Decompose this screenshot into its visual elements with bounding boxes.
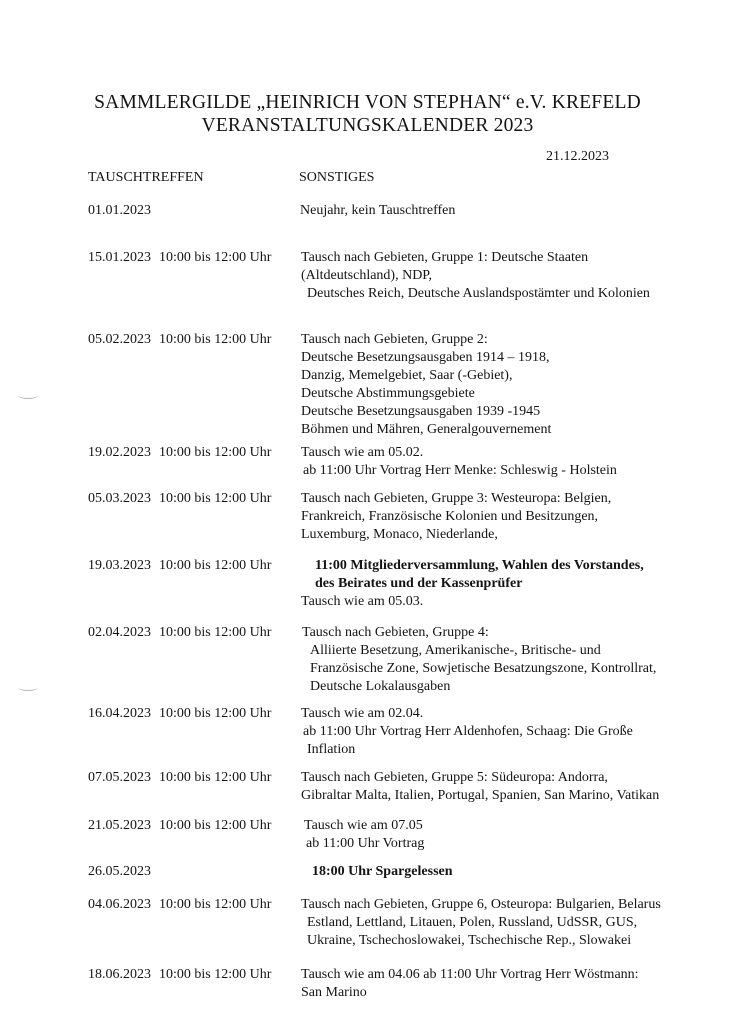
description-line: Ukraine, Tschechoslowakei, Tschechische Rep., Slowakei	[307, 933, 632, 948]
event-description	[301, 490, 611, 544]
description-line: des Beirates und der Kassenprüfer	[315, 576, 523, 591]
event-time: 10:00 bis 12:00 Uhr	[159, 445, 272, 460]
description-line: Tausch nach Gebieten, Gruppe 6, Osteuropa: Bulgarien, Belarus	[301, 897, 661, 912]
description-line: Deutsches Reich, Deutsche Auslandspostämter und Kolonien	[307, 286, 650, 301]
event-description	[301, 769, 659, 805]
description-line: Tausch nach Gebieten, Gruppe 1: Deutsche Staaten	[301, 250, 589, 265]
punch-hole-mark	[18, 392, 38, 399]
description-line: Tausch nach Gebieten, Gruppe 4:	[302, 625, 489, 640]
event-date: 05.02.2023	[88, 332, 151, 347]
description-line: Tausch nach Gebieten, Gruppe 2:	[301, 332, 488, 347]
description-line: Luxemburg, Monaco, Niederlande,	[301, 527, 498, 542]
description-line: Französische Zone, Sowjetische Besatzungszone, Kontrollrat,	[310, 661, 657, 676]
event-description	[301, 557, 644, 611]
description-line: Estland, Lettland, Litauen, Polen, Russland, UdSSR, GUS,	[307, 915, 638, 930]
event-date: 04.06.2023	[88, 897, 151, 912]
description-line: ab 11:00 Uhr Vortrag	[306, 836, 425, 851]
description-line: Tausch wie am 02.04.	[301, 706, 424, 721]
event-date: 16.04.2023	[88, 706, 151, 721]
description-line: Tausch nach Gebieten, Gruppe 3: Westeuropa: Belgien,	[301, 491, 612, 506]
description-line: Deutsche Abstimmungsgebiete	[301, 386, 475, 401]
event-description	[301, 966, 639, 1002]
column-header-tauschtreffen: TAUSCHTREFFEN	[88, 170, 204, 185]
event-time: 10:00 bis 12:00 Uhr	[159, 558, 272, 573]
description-line: Deutsche Besetzungsausgaben 1914 – 1918,	[301, 350, 550, 365]
event-date: 05.03.2023	[88, 491, 151, 506]
event-time: 10:00 bis 12:00 Uhr	[159, 491, 272, 506]
description-line: Tausch wie am 05.02.	[301, 445, 424, 460]
description-line: ab 11:00 Uhr Vortrag Herr Aldenhofen, Schaag: Die Große	[303, 724, 633, 739]
description-line: Gibraltar Malta, Italien, Portugal, Spanien, San Marino, Vatikan	[301, 788, 660, 803]
description-line: Frankreich, Französische Kolonien und Besitzungen,	[301, 509, 599, 524]
event-date: 18.06.2023	[88, 967, 151, 982]
event-time: 10:00 bis 12:00 Uhr	[159, 897, 272, 912]
event-time: 10:00 bis 12:00 Uhr	[159, 706, 272, 721]
document-date: 21.12.2023	[546, 149, 609, 164]
punch-hole-mark	[18, 684, 38, 691]
event-description	[301, 896, 661, 950]
event-time: 10:00 bis 12:00 Uhr	[159, 770, 272, 785]
event-description	[301, 705, 633, 759]
description-line: Böhmen und Mähren, Generalgouvernement	[301, 422, 552, 437]
event-time: 10:00 bis 12:00 Uhr	[159, 332, 272, 347]
event-date: 26.05.2023	[88, 864, 151, 879]
description-line: (Altdeutschland), NDP,	[301, 268, 433, 283]
description-line: Tausch wie am 04.06 ab 11:00 Uhr Vortrag Herr Wöstmann:	[301, 967, 639, 982]
event-description	[301, 444, 617, 480]
description-line: Tausch wie am 05.03.	[301, 594, 424, 609]
event-date: 15.01.2023	[88, 250, 151, 265]
event-time: 10:00 bis 12:00 Uhr	[159, 250, 272, 265]
description-line: Inflation	[307, 742, 356, 757]
description-line: 11:00 Mitgliederversammlung, Wahlen des Vorstandes,	[315, 558, 644, 573]
document-subtitle: VERANSTALTUNGSKALENDER 2023	[201, 115, 534, 136]
event-date: 19.02.2023	[88, 445, 151, 460]
description-line: San Marino	[301, 985, 367, 1000]
event-description	[300, 202, 455, 220]
description-line: Deutsche Lokalausgaben	[310, 679, 451, 694]
description-line: ab 11:00 Uhr Vortrag Herr Menke: Schleswig - Holstein	[303, 463, 617, 478]
description-line: Danzig, Memelgebiet, Saar (-Gebiet),	[301, 368, 513, 383]
event-description	[302, 624, 656, 696]
description-line: Tausch nach Gebieten, Gruppe 5: Südeuropa: Andorra,	[301, 770, 608, 785]
event-description	[304, 817, 424, 853]
description-line: Alliierte Besetzung, Amerikanische-, Britische- und	[310, 643, 601, 658]
event-date: 21.05.2023	[88, 818, 151, 833]
column-header-sonstiges: SONSTIGES	[299, 170, 375, 185]
event-date: 19.03.2023	[88, 558, 151, 573]
event-description	[301, 331, 551, 439]
description-line: Deutsche Besetzungsausgaben 1939 -1945	[301, 404, 541, 419]
event-time: 10:00 bis 12:00 Uhr	[159, 818, 272, 833]
event-time: 10:00 bis 12:00 Uhr	[159, 625, 272, 640]
event-description	[300, 863, 453, 881]
event-time: 10:00 bis 12:00 Uhr	[159, 967, 272, 982]
document-title: SAMMLERGILDE „HEINRICH VON STEPHAN“ e.V. KREFELD	[94, 92, 641, 113]
description-line: Tausch wie am 07.05	[304, 818, 423, 833]
event-date: 02.04.2023	[88, 625, 151, 640]
event-date: 07.05.2023	[88, 770, 151, 785]
event-date: 01.01.2023	[88, 203, 151, 218]
description-line: Neujahr, kein Tauschtreffen	[300, 203, 456, 218]
description-line: 18:00 Uhr Spargelessen	[312, 864, 453, 879]
event-description	[301, 249, 650, 303]
